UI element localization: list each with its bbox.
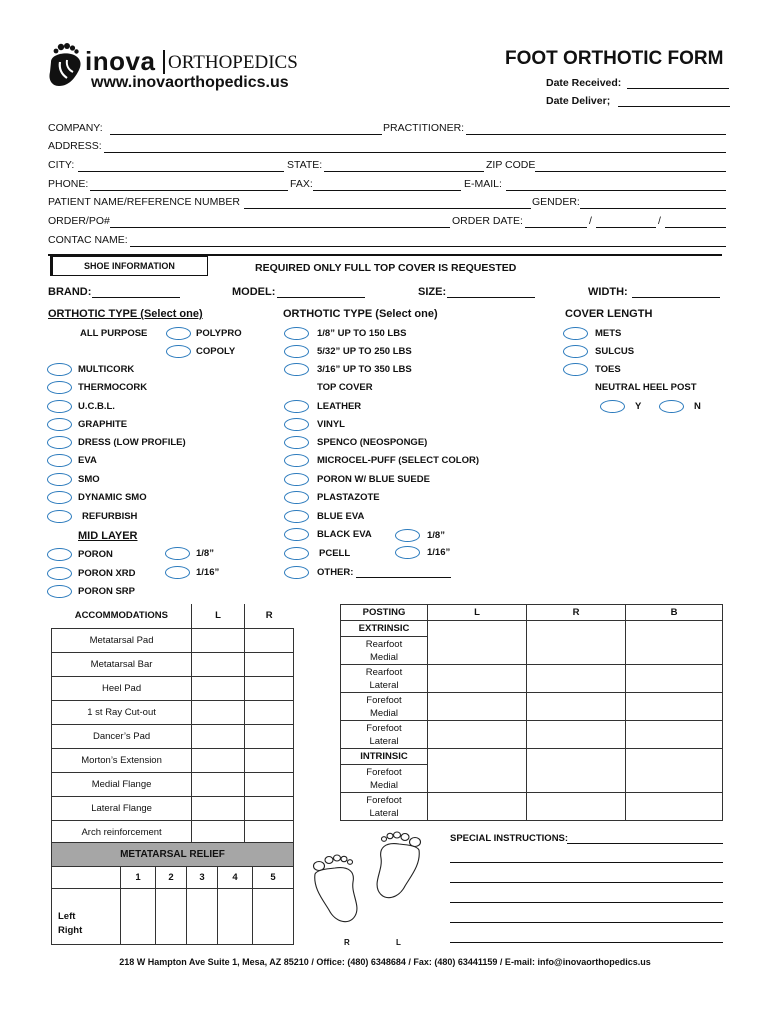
table-row	[52, 867, 294, 889]
mid-thick-1-label: 1/8”	[196, 548, 214, 559]
mets-label: METS	[595, 328, 622, 339]
table-row	[52, 796, 294, 820]
mid-thick-2-radio[interactable]	[165, 566, 190, 579]
mets-radio[interactable]	[563, 327, 588, 340]
weight-150-label: 1/8” UP TO 150 LBS	[317, 328, 407, 339]
posting-cell[interactable]	[527, 749, 626, 793]
all-purpose-label: ALL PURPOSE	[80, 328, 148, 339]
acc-r-cell[interactable]	[244, 676, 293, 700]
microcel-label: MICROCEL-PUFF (SELECT COLOR)	[317, 455, 480, 466]
poron-xrd-label: PORON XRD	[78, 568, 136, 579]
posting-row-label: Forefoot Lateral	[341, 721, 428, 749]
phone-field[interactable]	[90, 190, 288, 191]
hand-feet-logo-icon	[45, 42, 87, 88]
blue-eva-radio[interactable]	[284, 510, 309, 523]
posting-cell[interactable]	[626, 749, 723, 793]
acc-r-cell[interactable]	[244, 820, 293, 844]
acc-l-cell[interactable]	[192, 724, 245, 748]
acc-row-label: Lateral Flange	[52, 796, 192, 820]
weight-150-radio[interactable]	[284, 327, 309, 340]
acc-r-cell[interactable]	[244, 628, 293, 652]
mid-layer-title: MID LAYER	[78, 530, 138, 542]
feet-outline-icon	[305, 828, 430, 933]
mid-thick-1-radio[interactable]	[165, 547, 190, 560]
leather-radio[interactable]	[284, 400, 309, 413]
acc-r-cell[interactable]	[244, 700, 293, 724]
brand-divider	[163, 50, 165, 74]
neutral-yes-label: Y	[635, 401, 642, 412]
acc-row-label: Metatarsal Bar	[52, 652, 192, 676]
toes-radio[interactable]	[563, 363, 588, 376]
table-row	[341, 621, 723, 637]
dress-label: DRESS (LOW PROFILE)	[78, 437, 186, 448]
posting-header: POSTING	[341, 605, 428, 621]
pcell-thick-radio[interactable]	[395, 546, 420, 559]
notice: REQUIRED ONLY FULL TOP COVER IS REQUESTED	[255, 262, 517, 274]
special-line[interactable]	[450, 862, 723, 863]
relief-blank-cell	[52, 867, 121, 889]
special-instructions-label: SPECIAL INSTRUCTIONS:	[450, 833, 569, 844]
footer-contact: 218 W Hampton Ave Suite 1, Mesa, AZ 85210 / Office: (480) 6348684 / Fax: (480) 63441159 / E-mail: info@inovaorthopedics.us	[119, 957, 651, 967]
patient-field[interactable]	[244, 208, 531, 209]
weight-350-label: 3/16” UP TO 350 LBS	[317, 364, 412, 375]
order-field[interactable]	[110, 227, 450, 228]
order-date-sep-2: /	[658, 215, 661, 227]
table-row	[341, 721, 723, 749]
polypro-label: POLYPRO	[196, 328, 242, 339]
order-date-sep-1: /	[589, 215, 592, 227]
relief-col-5: 5	[253, 867, 294, 889]
zip-field[interactable]	[535, 171, 726, 172]
width-field[interactable]	[632, 297, 720, 298]
acc-row-label: Metatarsal Pad	[52, 628, 192, 652]
vinyl-radio[interactable]	[284, 418, 309, 431]
eva-label: EVA	[78, 455, 97, 466]
copoly-radio[interactable]	[166, 345, 191, 358]
acc-row-label: Morton’s Extension	[52, 748, 192, 772]
vinyl-label: VINYL	[317, 419, 345, 430]
posting-cell[interactable]	[626, 793, 723, 821]
relief-col-4: 4	[218, 867, 253, 889]
table-row	[52, 843, 294, 867]
acc-l-cell[interactable]	[192, 676, 245, 700]
shoe-info-label: SHOE INFORMATION	[84, 261, 175, 271]
posting-cell[interactable]	[428, 749, 527, 793]
table-row	[52, 820, 294, 844]
acc-l-cell[interactable]	[192, 652, 245, 676]
posting-cell[interactable]	[527, 621, 626, 665]
special-line[interactable]	[450, 942, 723, 943]
city-label: CITY:	[48, 159, 75, 171]
acc-l-cell[interactable]	[192, 772, 245, 796]
posting-cell[interactable]	[626, 665, 723, 693]
cover-length-title: COVER LENGTH	[565, 308, 653, 320]
special-instructions-field[interactable]	[567, 843, 723, 844]
size-label: SIZE:	[418, 286, 447, 298]
fax-label: FAX:	[290, 178, 313, 190]
eva-radio[interactable]	[47, 454, 72, 467]
logo	[45, 42, 315, 92]
black-eva-label: BLACK EVA	[317, 529, 372, 540]
city-field[interactable]	[78, 171, 284, 172]
accommodations-table	[51, 604, 294, 845]
table-row	[52, 724, 294, 748]
acc-l-cell[interactable]	[192, 700, 245, 724]
posting-cell[interactable]	[428, 793, 527, 821]
intrinsic-label: INTRINSIC	[341, 749, 428, 765]
relief-col-1: 1	[121, 867, 156, 889]
mid-thick-2-label: 1/16”	[196, 567, 220, 578]
date-received-label: Date Received:	[546, 77, 622, 89]
other-field[interactable]	[356, 577, 451, 578]
posting-cell[interactable]	[428, 721, 527, 749]
spenco-radio[interactable]	[284, 436, 309, 449]
size-field[interactable]	[447, 297, 535, 298]
acc-r-cell[interactable]	[244, 748, 293, 772]
poron-label: PORON	[78, 549, 113, 560]
posting-l-header: L	[428, 605, 527, 621]
left-label: Left	[58, 911, 76, 922]
state-label: STATE:	[287, 159, 323, 171]
posting-table	[340, 604, 723, 821]
fax-field[interactable]	[313, 190, 461, 191]
acc-row-label: Medial Flange	[52, 772, 192, 796]
weight-250-label: 5/32” UP TO 250 LBS	[317, 346, 412, 357]
smo-radio[interactable]	[47, 473, 72, 486]
date-deliver-label: Date Deliver;	[546, 95, 611, 107]
pcell-thick-label: 1/16”	[427, 547, 451, 558]
l-header: L	[192, 604, 245, 628]
brand-field[interactable]	[92, 297, 180, 298]
email-label: E-MAIL:	[464, 178, 502, 190]
other-radio[interactable]	[284, 566, 309, 579]
posting-row-label: Forefoot Lateral	[341, 793, 428, 821]
smo-label: SMO	[78, 474, 100, 485]
order-date-day[interactable]	[596, 227, 656, 228]
special-line[interactable]	[450, 902, 723, 903]
gender-field[interactable]	[580, 208, 726, 209]
brand-label: BRAND:	[48, 286, 92, 298]
model-label: MODEL:	[232, 286, 276, 298]
table-row	[52, 748, 294, 772]
company-label: COMPANY:	[48, 122, 103, 134]
refurbish-label: REFURBISH	[82, 511, 138, 522]
special-line[interactable]	[450, 882, 723, 883]
acc-r-cell[interactable]	[244, 724, 293, 748]
black-eva-thick-radio[interactable]	[395, 529, 420, 542]
neutral-yes-radio[interactable]	[600, 400, 625, 413]
pcell-label: PCELL	[319, 548, 351, 559]
acc-r-cell[interactable]	[244, 772, 293, 796]
posting-row-label: Rearfoot Medial	[341, 637, 428, 665]
foot-r-label: R	[344, 938, 350, 947]
graphite-radio[interactable]	[47, 418, 72, 431]
address-label: ADDRESS:	[48, 140, 102, 152]
model-field[interactable]	[277, 297, 365, 298]
poron-suede-label: PORON W/ BLUE SUEDE	[317, 474, 430, 485]
acc-r-cell[interactable]	[244, 796, 293, 820]
posting-cell[interactable]	[428, 665, 527, 693]
poron-xrd-radio[interactable]	[47, 567, 72, 580]
leather-label: LEATHER	[317, 401, 362, 412]
thermocork-label: THERMOCORK	[78, 382, 148, 393]
order-date-year[interactable]	[665, 227, 726, 228]
website: www.inovaorthopedics.us	[91, 74, 289, 91]
posting-cell[interactable]	[527, 721, 626, 749]
phone-label: PHONE:	[48, 178, 89, 190]
acc-r-cell[interactable]	[244, 652, 293, 676]
acc-row-label: 1 st Ray Cut-out	[52, 700, 192, 724]
relief-col-3: 3	[187, 867, 218, 889]
table-row	[52, 652, 294, 676]
acc-row-label: Arch reinforcement	[52, 820, 192, 844]
brand-suffix: ORTHOPEDICS	[168, 52, 298, 73]
right-label: Right	[58, 925, 83, 936]
posting-cell[interactable]	[626, 721, 723, 749]
multicork-radio[interactable]	[47, 363, 72, 376]
copoly-label: COPOLY	[196, 346, 236, 357]
plastazote-radio[interactable]	[284, 491, 309, 504]
top-cover-heading: TOP COVER	[317, 382, 373, 393]
polypro-radio[interactable]	[166, 327, 191, 340]
practitioner-field[interactable]	[466, 134, 726, 135]
relief-cell[interactable]	[121, 889, 156, 945]
dynamic-smo-radio[interactable]	[47, 491, 72, 504]
brand-name: inova	[85, 46, 156, 76]
acc-l-cell[interactable]	[192, 748, 245, 772]
width-label: WIDTH:	[588, 286, 628, 298]
table-row	[341, 749, 723, 765]
weight-350-radio[interactable]	[284, 363, 309, 376]
table-row	[52, 676, 294, 700]
sulcus-label: SULCUS	[595, 346, 635, 357]
foot-l-label: L	[396, 938, 401, 947]
acc-l-cell[interactable]	[192, 796, 245, 820]
table-row	[341, 665, 723, 693]
table-row	[341, 605, 723, 621]
posting-cell[interactable]	[626, 693, 723, 721]
neutral-no-label: N	[694, 401, 701, 412]
thermocork-radio[interactable]	[47, 381, 72, 394]
poron-suede-radio[interactable]	[284, 473, 309, 486]
toes-label: TOES	[595, 364, 621, 375]
gender-label: GENDER:	[532, 196, 580, 208]
order-label: ORDER/PO#	[48, 215, 110, 227]
relief-cell[interactable]	[187, 889, 218, 945]
date-deliver-field[interactable]	[618, 106, 730, 107]
posting-cell[interactable]	[428, 693, 527, 721]
posting-cell[interactable]	[428, 621, 527, 665]
black-eva-thick-label: 1/8”	[427, 530, 445, 541]
posting-cell[interactable]	[527, 693, 626, 721]
neutral-no-radio[interactable]	[659, 400, 684, 413]
dynamic-smo-label: DYNAMIC SMO	[78, 492, 147, 503]
ucbl-radio[interactable]	[47, 400, 72, 413]
dress-radio[interactable]	[47, 436, 72, 449]
pcell-radio[interactable]	[284, 547, 309, 560]
poron-radio[interactable]	[47, 548, 72, 561]
acc-row-label: Dancer’s Pad	[52, 724, 192, 748]
address-field[interactable]	[104, 152, 726, 153]
patient-label: PATIENT NAME/REFERENCE NUMBER	[48, 196, 240, 208]
date-received-field[interactable]	[627, 88, 729, 89]
r-header: R	[244, 604, 293, 628]
accommodations-header: ACCOMMODATIONS	[74, 610, 168, 622]
posting-cell[interactable]	[626, 621, 723, 665]
microcel-radio[interactable]	[284, 454, 309, 467]
posting-r-header: R	[527, 605, 626, 621]
posting-row-label: Rearfoot Lateral	[341, 665, 428, 693]
table-row	[52, 889, 294, 945]
other-label: OTHER:	[317, 567, 354, 578]
spenco-label: SPENCO (NEOSPONGE)	[317, 437, 428, 448]
table-row	[341, 693, 723, 721]
form-title: FOOT ORTHOTIC FORM	[505, 48, 724, 69]
sulcus-radio[interactable]	[563, 345, 588, 358]
special-line[interactable]	[450, 922, 723, 923]
order-date-label: ORDER DATE:	[452, 215, 523, 227]
email-field[interactable]	[506, 190, 726, 191]
table-row	[52, 700, 294, 724]
orthotic-type-2-title: ORTHOTIC TYPE (Select one)	[283, 308, 438, 320]
posting-cell[interactable]	[527, 793, 626, 821]
table-row	[52, 628, 294, 652]
extrinsic-label: EXTRINSIC	[341, 621, 428, 637]
black-eva-radio[interactable]	[284, 528, 309, 541]
plastazote-label: PLASTAZOTE	[317, 492, 380, 503]
posting-row-label: Forefoot Medial	[341, 765, 428, 793]
relief-cell[interactable]	[156, 889, 187, 945]
company-field[interactable]	[110, 134, 382, 135]
table-row	[341, 793, 723, 821]
posting-b-header: B	[626, 605, 723, 621]
posting-row-label: Forefoot Medial	[341, 693, 428, 721]
poron-srp-radio[interactable]	[47, 585, 72, 598]
order-date-month[interactable]	[525, 227, 587, 228]
blue-eva-label: BLUE EVA	[317, 511, 365, 522]
metatarsal-relief-table	[51, 842, 294, 945]
poron-srp-label: PORON SRP	[78, 586, 136, 597]
state-field[interactable]	[324, 171, 484, 172]
table-row	[52, 772, 294, 796]
relief-cell[interactable]	[253, 889, 294, 945]
contact-field[interactable]	[130, 246, 726, 247]
practitioner-label: PRACTITIONER:	[383, 122, 465, 134]
ucbl-label: U.C.B.L.	[78, 401, 115, 412]
orthotic-type-1-title: ORTHOTIC TYPE (Select one)	[48, 308, 203, 320]
table-row	[52, 604, 294, 628]
graphite-label: GRAPHITE	[78, 419, 128, 430]
multicork-label: MULTICORK	[78, 364, 135, 375]
relief-col-2: 2	[156, 867, 187, 889]
posting-cell[interactable]	[527, 665, 626, 693]
metatarsal-relief-header: METATARSAL RELIEF	[52, 843, 294, 867]
acc-l-cell[interactable]	[192, 820, 245, 844]
zip-label: ZIP CODE	[486, 159, 536, 171]
relief-cell[interactable]	[218, 889, 253, 945]
relief-side-labels	[52, 889, 121, 945]
contact-label: CONTAC NAME:	[48, 234, 128, 246]
neutral-heel-label: NEUTRAL HEEL POST	[595, 382, 697, 393]
acc-l-cell[interactable]	[192, 628, 245, 652]
refurbish-radio[interactable]	[47, 510, 72, 523]
acc-row-label: Heel Pad	[52, 676, 192, 700]
weight-250-radio[interactable]	[284, 345, 309, 358]
